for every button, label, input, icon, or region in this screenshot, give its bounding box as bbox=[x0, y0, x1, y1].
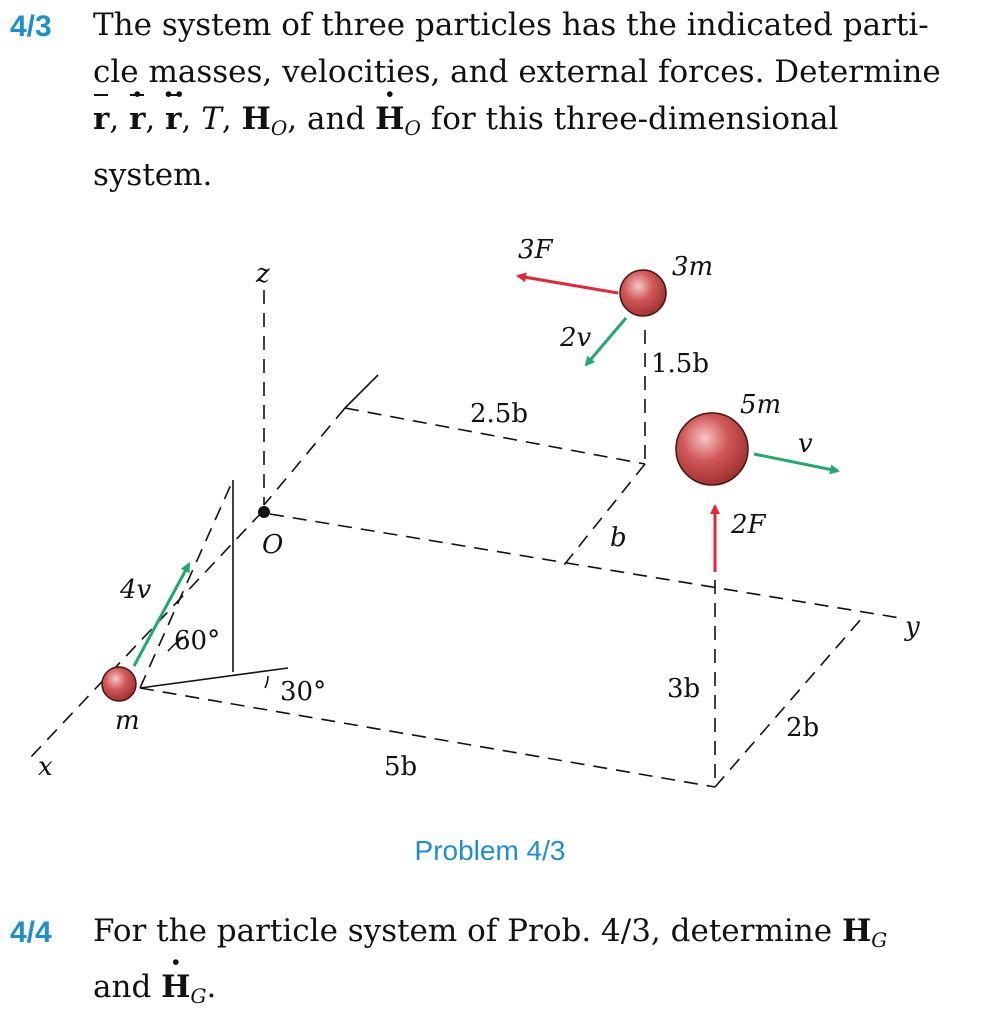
z-axis-label: z bbox=[256, 259, 270, 289]
particle-5m bbox=[676, 413, 748, 485]
and-word: and bbox=[307, 101, 366, 137]
sep: , bbox=[221, 101, 232, 137]
origin-label: O bbox=[262, 530, 284, 560]
sep: , bbox=[287, 101, 298, 137]
force-3F-arrow bbox=[518, 276, 618, 293]
statement-line-2 bbox=[93, 964, 887, 1020]
mass-m-label: m bbox=[115, 706, 140, 736]
dim-1-5b-label: 1.5b bbox=[651, 349, 709, 379]
sub-G: G bbox=[871, 928, 888, 952]
figure-caption: Problem 4/3 bbox=[414, 835, 566, 866]
dim-2-5b-label: 2.5b bbox=[470, 399, 528, 429]
vel-2v-label: 2v bbox=[560, 323, 592, 353]
H-dot-symbol: · H bbox=[161, 964, 190, 1011]
rect-front-edge bbox=[140, 688, 715, 787]
sub-G: G bbox=[190, 984, 207, 1008]
r-bar-dot-symbol: · r bbox=[129, 96, 145, 143]
particle-3m bbox=[620, 270, 666, 316]
statement-line-4: system. bbox=[93, 157, 213, 193]
sub-O: O bbox=[270, 116, 288, 140]
r-bar-symbol: r bbox=[93, 96, 109, 143]
statement-line-3 bbox=[93, 96, 941, 152]
H-symbol: H bbox=[241, 101, 271, 137]
r-bar-ddot-symbol: ·· r bbox=[165, 96, 181, 143]
dim-b-line bbox=[560, 464, 645, 570]
dim-3b-label: 3b bbox=[667, 674, 701, 704]
x-axis-label: x bbox=[38, 752, 53, 782]
statement-line-3-tail: for this three-dimensional bbox=[430, 101, 839, 137]
x-axis-line bbox=[30, 512, 262, 758]
vel-4v-label: 4v bbox=[120, 575, 152, 605]
particle-m bbox=[102, 667, 136, 701]
H-dot-symbol: · H bbox=[375, 96, 404, 143]
force-2F-label: 2F bbox=[731, 510, 766, 540]
dim-5b-label: 5b bbox=[384, 752, 418, 782]
statement-line-1: The system of three particles has the indicated parti- bbox=[93, 7, 929, 43]
angle-60-label: 60° bbox=[174, 626, 221, 656]
force-3F-label: 3F bbox=[518, 235, 553, 265]
sep: , bbox=[181, 101, 192, 137]
figure-diagram bbox=[0, 230, 1000, 830]
dim-2b-label: 2b bbox=[786, 713, 820, 743]
angle-30-label: 30° bbox=[280, 677, 327, 707]
velocity-2v-arrow bbox=[586, 318, 626, 365]
problem-number: 4/4 bbox=[10, 916, 52, 949]
velocity-v-arrow bbox=[754, 454, 838, 471]
construction-diagonal bbox=[140, 480, 233, 688]
angle-30-arc bbox=[265, 676, 268, 688]
vel-v-label: v bbox=[798, 429, 813, 459]
problem-statement bbox=[93, 2, 941, 199]
sep: , bbox=[109, 101, 120, 137]
mass-3m-label: 3m bbox=[672, 252, 714, 282]
origin-point bbox=[258, 506, 270, 518]
period: . bbox=[206, 969, 217, 1005]
sep: , bbox=[145, 101, 156, 137]
dim-b-label: b bbox=[610, 523, 627, 553]
upper-frame-left bbox=[264, 408, 345, 505]
mass-5m-label: 5m bbox=[740, 390, 782, 420]
y-axis-line bbox=[270, 514, 900, 618]
statement-line-2: cle masses, velocities, and external forces. Determine bbox=[93, 54, 941, 90]
T-symbol: T bbox=[201, 101, 222, 137]
rect-right-edge bbox=[715, 618, 862, 787]
problem-statement bbox=[93, 908, 887, 1020]
dim-tick bbox=[345, 375, 378, 408]
sub-O: O bbox=[404, 116, 421, 140]
y-axis-label: y bbox=[905, 612, 920, 642]
statement-line-1: For the particle system of Prob. 4/3, determine $H_G$ bbox=[93, 913, 888, 952]
H-symbol: H bbox=[841, 913, 872, 949]
and-word: and bbox=[93, 969, 152, 1005]
problem-number: 4/3 bbox=[10, 10, 52, 43]
